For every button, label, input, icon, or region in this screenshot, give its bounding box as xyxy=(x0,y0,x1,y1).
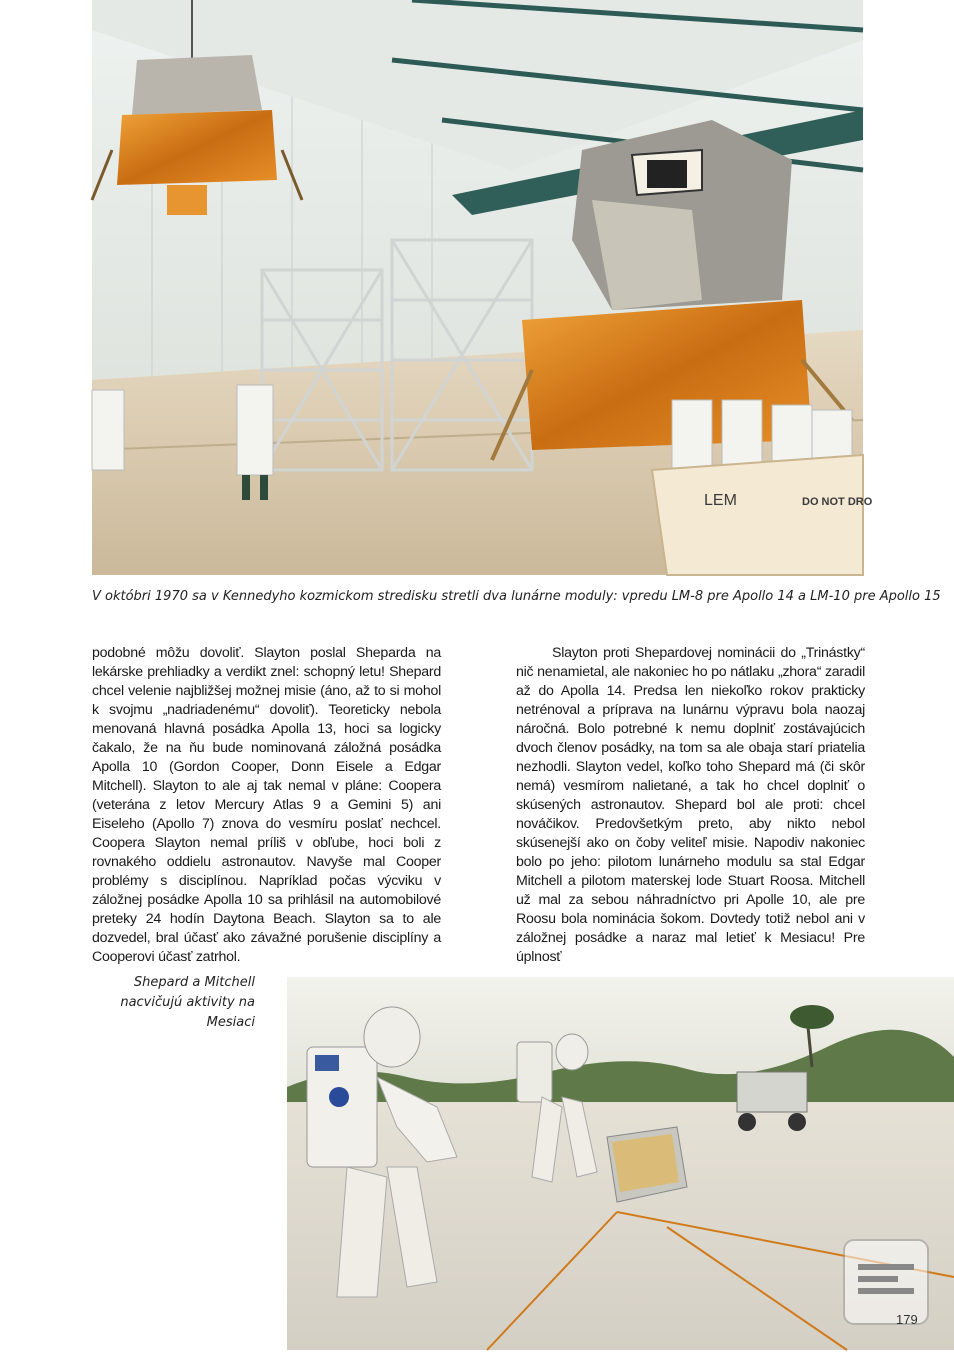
bottom-photo-caption xyxy=(110,973,255,1033)
body-text-right-column xyxy=(516,644,865,967)
hangar-illustration xyxy=(92,0,873,575)
top-photo-caption: V októbri 1970 sa v Kennedyho kozmickom stredisku stretli dva lunárne moduly: vpredu LM-8 pre Apollo 14 a LM-10 pre Apollo 15 xyxy=(92,589,941,604)
page-number: 179 xyxy=(896,1312,918,1327)
publisher-logo-icon xyxy=(838,1234,934,1330)
bottom-caption-line-2: nacvičujú aktivity na xyxy=(120,995,255,1010)
bottom-caption-line-1: Shepard a Mitchell xyxy=(133,975,255,990)
bottom-caption-line-3: Mesiaci xyxy=(206,1015,255,1030)
body-text-left-column xyxy=(92,644,441,967)
crate-label-warning: DO NOT DRO xyxy=(802,496,873,508)
right-column-paragraph: Slayton proti Shepardovej nominácii do „Trinástky“ nič nenamietal, ale nakoniec ho po nátlaku „zhora“ zaradil až do Apolla 14. Predsa len niekoľko rokov prakticky netrénoval a príprava na lunárnu výpravu bola naozaj náročná. Bolo potrebné k nemu doplniť zostávajúcich dvoch členov posádky, na tom sa ale obaja starí priatelia nezhodli. Slayton vedel, koľko toho Shepard má (či skôr nemá) vesmírom nalietané, a tak ho chcel doplniť o skúsených astronautov. Shepard bol ale proti: chcel nováčikov. Predovšetkým preto, aby nikto nebol skúsenejší ako on čoby veliteľ misie. Napodiv nakoniec bolo po jeho: pilotom lunárneho modulu sa stal Edgar Mitchell a pilotom materskej lode Stuart Roosa. Mitchell už mal za sebou náhradníctvo pri Apolle 10, ale pre Roosu bola nominácia šokom. Dovtedy totiž nebol ani v záložnej posádke a naraz mal letieť k Mesiacu! Pre úplnosť xyxy=(516,645,865,965)
lem-crate xyxy=(652,455,873,575)
lunar-modules-hangar-photo xyxy=(92,0,873,575)
left-column-paragraph: podobné môžu dovoliť. Slayton poslal Sheparda na lekárske prehliadky a verdikt znel: schopný letu! Shepard chcel velenie najbližšej možnej misie (áno, až to si mohol k svojmu „nadriadenému“ dovoliť). Teoreticky nebola menovaná hlavná posádka Apolla 13, hoci sa logicky čakalo, že na ňu bude nominovaná záložná posádka Apolla 10 (Gordon Cooper, Donn Eisele a Edgar Mitchell). Slayton to ale aj tak nemal v pláne: Coopera (veterána z letov Mercury Atlas 9 a Gemini 5) ani Eiseleho (Apollo 7) znova do vesmíru poslať nechcel. Coopera Slayton nemal príliš v obľube, hoci boli z rovnakého oddielu astronautov. Navyše mal Cooper problémy s disciplínou. Napríklad počas výcviku v záložnej posádke Apolla 10 sa prihlásil na automobilové preteky 24 hodín Daytona Beach. Slayton sa to ale dozvedel, bral účasť ako závažné porušenie disciplíny a Cooperovi účasť zatrhol. xyxy=(92,645,441,965)
crate-label-lem: LEM xyxy=(704,492,737,509)
